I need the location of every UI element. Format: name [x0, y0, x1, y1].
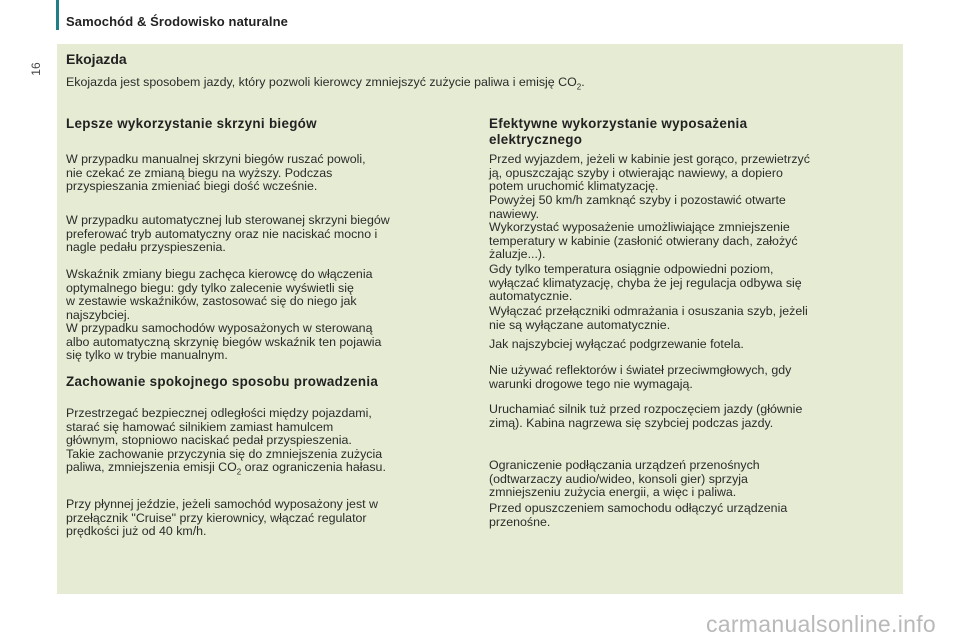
header-accent-bar [56, 0, 59, 30]
ekojazda-title: Ekojazda [66, 51, 127, 67]
watermark: carmanualsonline.info [705, 611, 936, 637]
page-number: 16 [29, 62, 43, 76]
electrical-paragraph-3: Wykorzystać wyposażenie umożliwiające zmniejszenie temperatury w kabinie (zasłonić otwierany dach, założyć żaluzje...). [489, 220, 798, 261]
calm-driving-paragraph-1 [66, 407, 386, 475]
intro-text-end: . [581, 75, 585, 89]
ekojazda-intro [66, 75, 585, 91]
page-header: Samochód & Środowisko naturalne [66, 14, 288, 29]
electrical-paragraph-10: Przed opuszczeniem samochodu odłączyć urządzenia przenośne. [489, 501, 788, 529]
gearbox-paragraph-1: W przypadku manualnej skrzyni biegów ruszać powoli, nie czekać ze zmianą biegu na wyższy. Podczas przyspieszania zmieniać biegi dość wcześnie. [66, 152, 366, 193]
section-title-gearbox: Lepsze wykorzystanie skrzyni biegów [66, 116, 317, 131]
section-title-electrical: Efektywne wykorzystanie wyposażenia elektrycznego [489, 116, 748, 147]
electrical-paragraph-7: Nie używać reflektorów i świateł przeciwmgłowych, gdy warunki drogowe tego nie wymagają. [489, 363, 792, 391]
electrical-paragraph-5: Wyłączać przełączniki odmrażania i osuszania szyb, jeżeli nie są wyłączane automatycznie. [489, 304, 808, 332]
intro-subscript: 2 [576, 82, 582, 92]
electrical-paragraph-1: Przed wyjazdem, jeżeli w kabinie jest gorąco, przewietrzyć ją, opuszczając szyby i otwierając nawiewy, a dopiero potem uruchomić klimatyzację. [489, 152, 810, 193]
intro-text: Ekojazda jest sposobem jazdy, który pozwoli kierowcy zmniejszyć zużycie paliwa i emisję CO [66, 75, 577, 89]
electrical-paragraph-4: Gdy tylko temperatura osiągnie odpowiedni poziom, wyłączać klimatyzację, chyba że jej regulacja odbywa się automatycznie. [489, 262, 802, 303]
section-title-calm-driving: Zachowanie spokojnego sposobu prowadzenia [66, 374, 379, 389]
calm-driving-text: Przestrzegać bezpiecznej odległości między pojazdami, starać się hamować silnikiem zamiast hamulcem głównym, stopniowo naciskać pedał przyspieszenia. Takie zachowanie przyczynia się do zmniejszenia zużycia paliwa, zmniejszenia emisji CO [66, 406, 383, 474]
gearbox-paragraph-3: Wskaźnik zmiany biegu zachęca kierowcę do włączenia optymalnego biegu: gdy tylko zalecenie wyświetli się w zestawie wskaźników, zastosować się do niego jak najszybciej. [66, 267, 373, 322]
gearbox-paragraph-4: W przypadku samochodów wyposażonych w sterowaną albo automatyczną skrzynię biegów wskaźnik ten pojawia się tylko w trybie manualnym. [66, 321, 382, 362]
gearbox-paragraph-2: W przypadku automatycznej lub sterowanej skrzyni biegów preferować tryb automatyczny oraz nie naciskać mocno i nagle pedału przyspieszenia. [66, 213, 390, 254]
electrical-paragraph-6: Jak najszybciej wyłączać podgrzewanie fotela. [489, 337, 744, 351]
calm-driving-text-end: oraz ograniczenia hałasu. [241, 460, 386, 474]
electrical-paragraph-9: Ograniczenie podłączania urządzeń przenośnych (odtwarzaczy audio/wideo, konsoli gier) sprzyja zmniejszeniu zużycia energii, a więc i paliwa. [489, 458, 760, 499]
calm-driving-subscript: 2 [236, 467, 242, 477]
calm-driving-paragraph-2: Przy płynnej jeździe, jeżeli samochód wyposażony jest w przełącznik "Cruise" przy kierownicy, włączać regulator prędkości już od 40 km/h. [66, 497, 378, 538]
electrical-paragraph-2: Powyżej 50 km/h zamknąć szyby i pozostawić otwarte nawiewy. [489, 193, 786, 221]
electrical-paragraph-8: Uruchamiać silnik tuż przed rozpoczęciem jazdy (głównie zimą). Kabina nagrzewa się szybciej podczas jazdy. [489, 402, 803, 430]
